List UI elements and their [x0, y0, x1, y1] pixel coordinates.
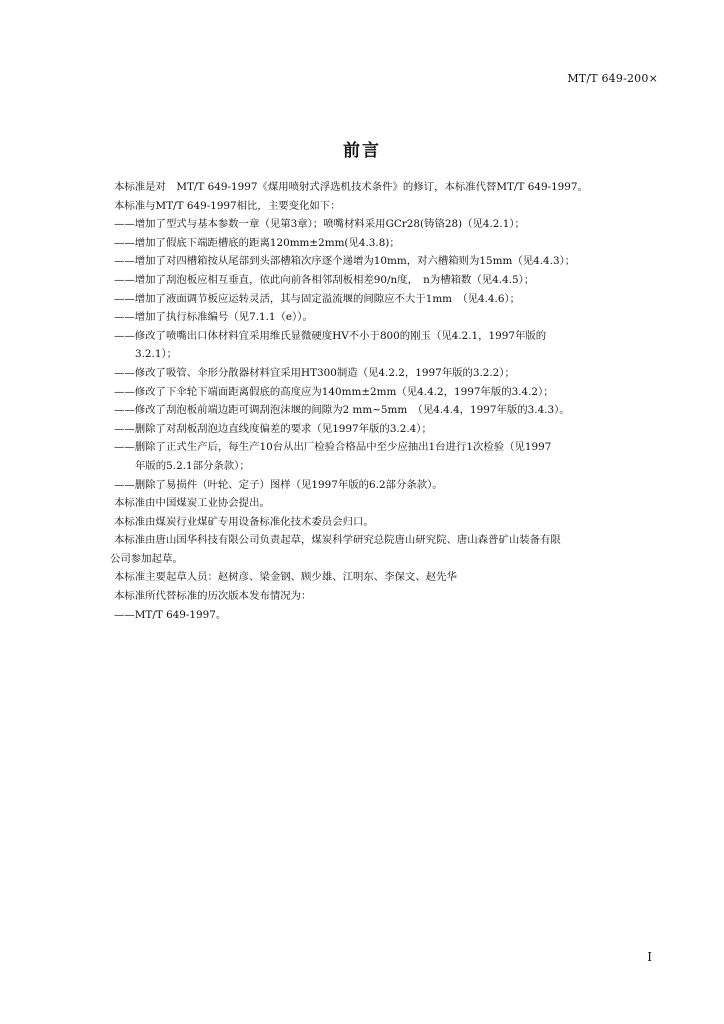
- change-item-deleted-inspection: ——删除了正式生产后，每生产10台从出厂检验合格品中至少应抽出1台进行1次检验（见1997: [114, 441, 552, 454]
- paragraph-changes-intro: 本标准与MT/T 649-1997相比，主要变化如下：: [114, 199, 341, 212]
- change-item-modified-scraper-gap: ——修改了刮泡板前端边距可调刮泡沫堰的间隙为2 mm~5mm （见4.4.4，1997年版的3.4.3）。: [114, 404, 570, 417]
- change-item-added-standard-number: ——增加了执行标准编号（见7.1.1（e））。: [114, 311, 313, 324]
- change-item-added-tank-increment: ——增加了对四槽箱按从尾部到头部槽箱次序逐个递增为10mm，对六槽箱则为15mm（见4.4.3）；: [114, 255, 576, 268]
- page-title: 前言: [343, 141, 381, 161]
- foreword-body: [110, 178, 660, 624]
- change-item-added-type-parameters: ——增加了型式与基本参数一章（见第3章）；喷嘴材料采用GCr28(铸铬28)（见4.2.1）；: [114, 218, 525, 231]
- paragraph-revision-note: 本标准是对 MT/T 649-1997《煤用喷射式浮选机技术条件》的修订，本标准代替MT/T 649-1997。: [114, 181, 588, 193]
- change-item-modified-umbrella-wheel: ——修改了下伞轮下端面距离假底的高度应为140mm±2mm（见4.4.2，1997年版的3.4.2）；: [114, 385, 554, 398]
- paragraph-drafted-by-cont: 公司参加起草。: [110, 552, 183, 565]
- change-item-added-scraper-angle: ——增加了刮泡板应相互垂直，依此向前各相邻刮板相差90/n度， n为槽箱数（见4.4.5）；: [114, 273, 535, 286]
- standard-code-header: MT/T 649-200×: [567, 72, 658, 85]
- change-item-added-level-plate: ——增加了液面调节板应运转灵活，其与固定溢流堰的间隙应不大于1mm （见4.4.6）；: [114, 292, 521, 305]
- paragraph-drafted-by: 本标准由唐山国华科技有限公司负责起草，煤炭科学研究总院唐山研究院、唐山森普矿山装备有限: [114, 534, 561, 547]
- change-item-modified-suction-pipe: ——修改了吸管、伞形分散器材料宜采用HT300制造（见4.2.2，1997年版的3.2.2）；: [114, 366, 515, 379]
- change-item-modified-nozzle-material: ——修改了喷嘴出口体材料宜采用维氏显微硬度HV不小于800的刚玉（见4.2.1，1997年版的: [114, 329, 547, 342]
- paragraph-previous-versions: 本标准所代替标准的历次版本发布情况为：: [114, 590, 312, 603]
- change-item-deleted-wear-parts: ——删除了易损件（叶轮、定子）图样（见1997年版的6.2部分条款）。: [114, 478, 443, 491]
- paragraph-previous-version-item: ——MT/T 649-1997。: [114, 608, 227, 621]
- change-item-deleted-inspection-cont: 年版的5.2.1部分条款）；: [135, 459, 250, 472]
- change-item-deleted-straightness: ——删除了对刮板刮泡边直线度偏差的要求（见1997年版的3.2.4）；: [114, 422, 432, 435]
- page-number: I: [647, 950, 652, 964]
- paragraph-under-jurisdiction: 本标准由煤炭行业煤矿专用设备标准化技术委员会归口。: [114, 515, 374, 528]
- change-item-added-false-bottom-distance: ——增加了假底下端距槽底的距离120mm±2mm(见4.3.8)；: [114, 236, 400, 249]
- paragraph-proposed-by: 本标准由中国煤炭工业协会提出。: [114, 497, 270, 510]
- paragraph-main-drafters: 本标准主要起草人员：赵树彦、梁金钢、顾少雄、江明东、李保文、赵先华: [114, 571, 457, 584]
- change-item-modified-nozzle-material-cont: 3.2.1）；: [135, 348, 178, 361]
